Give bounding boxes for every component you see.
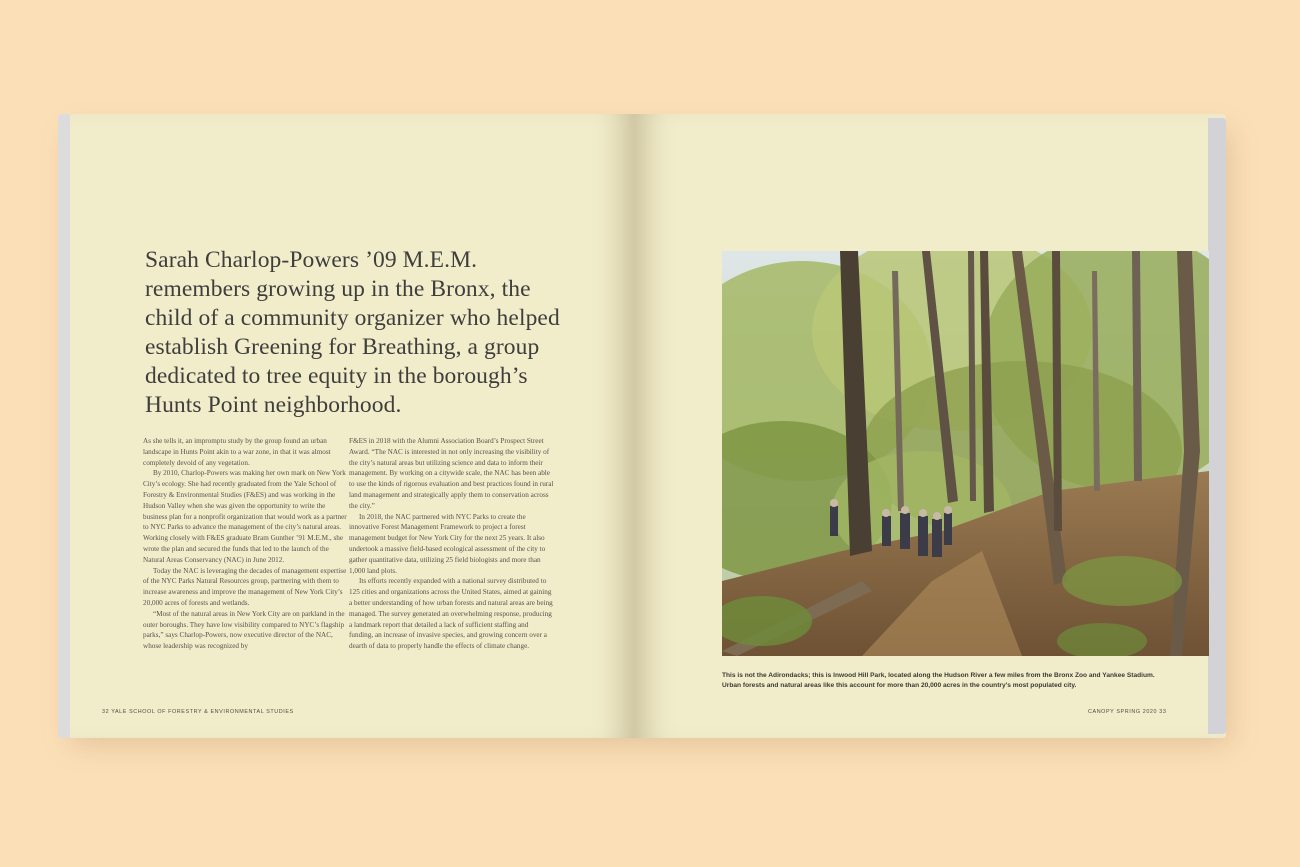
body-column-2	[349, 436, 554, 652]
paragraph: Its efforts recently expanded with a national survey distributed to 125 cities and organizations across the United States, aimed at gaining a better understanding of how urban forests and natural areas are being managed. The survey generated an overwhelming response, producing a landmark report that detailed a lack of sufficient staffing and funding, an increase of invasive species, and growing concern over a dearth of data to properly handle the effects of climate change.	[349, 577, 553, 651]
forest-photo	[722, 251, 1209, 656]
paragraph: As she tells it, an impromptu study by the group found an urban landscape in Hunts Point akin to a war zone, in that it was almost completely devoid of any vegetation.	[143, 437, 331, 467]
paragraph: “Most of the natural areas in New York City are on parkland in the outer boroughs. They have low visibility compared to NYC’s flagship parks,” says Charlop-Powers, now executive director of the NAC, whose leadership was recognized by	[143, 609, 345, 651]
paragraph: By 2010, Charlop-Powers was making her own mark on New York City’s ecology. She had recently graduated from the Yale School of Forestry & Environmental Studies (F&ES) and was working in the Hudson Valley when she was given the opportunity to write the business plan for a nonprofit organization that would work as a partner to NYC Parks to advance the management of the city’s natural areas. Working closely with F&ES graduate Bram Gunther ’91 M.E.M., she wrote the plan and secured the funds that led to the launch of the Natural Areas Conservancy (NAC) in June 2012.	[143, 469, 347, 564]
left-page-edge	[58, 114, 70, 738]
body-column-1	[143, 436, 348, 652]
article-headline: Sarah Charlop-Powers ’09 M.E.M. remembers growing up in the Bronx, the child of a community organizer who helped establish Greening for Breathing, a group dedicated to tree equity in the borough’s Hunts Point neighborhood.	[145, 247, 560, 418]
paragraph: F&ES in 2018 with the Alumni Association Board’s Prospect Street Award. “The NAC is interested in not only increasing the visibility of the city’s natural areas but utilizing science and data to inform their management. By working on a citywide scale, the NAC has been able to use the kinds of rigorous evaluation and best practices found in rural land management and strategically apply them to conservation across the city.”	[349, 437, 554, 510]
paragraph: In 2018, the NAC partnered with NYC Parks to create the innovative Forest Management Framework to project a forest management budget for New York City for the next 25 years. It also undertook a massive field-based ecological assessment of the city to gather quantitative data, utilizing 25 field biologists and more than 1,000 land plots.	[349, 512, 546, 575]
footer-right: CANOPY SPRING 2020 33	[1088, 709, 1167, 715]
footer-left: 32 YALE SCHOOL OF FORESTRY & ENVIRONMENTAL STUDIES	[102, 709, 294, 715]
right-page-edge	[1208, 118, 1226, 734]
paragraph: Today the NAC is leveraging the decades of management expertise of the NYC Parks Natural Resources group, partnering with them to increase awareness and improve the management of New York City’s 20,000 acres of forests and wetlands.	[143, 566, 347, 607]
photo-caption: This is not the Adirondacks; this is Inwood Hill Park, located along the Hudson River a few miles from the Bronx Zoo and Yankee Stadium. Urban forests and natural areas like this account for more than 20,000 acres in the country’s most populated city.	[722, 672, 1155, 689]
